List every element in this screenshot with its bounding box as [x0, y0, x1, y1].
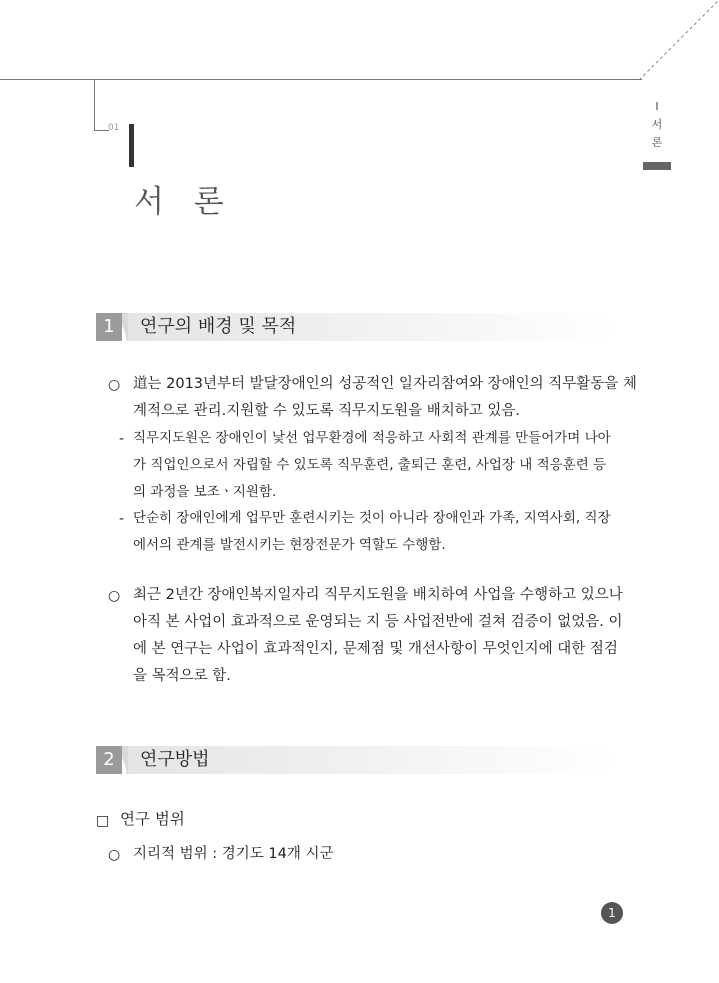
side-tab-char-1: 서	[651, 118, 663, 131]
bullet-marker: ○	[108, 588, 121, 604]
paragraph: 직무지도원은 장애인이 낯선 업무환경에 적응하고 사회적 관계를 만들어가며 나아 가 직업인으로서 자립할 수 있도록 직무훈련, 출퇴근 훈련, 사업장 내 적응훈련 등 의 과정을 보조ㆍ지원함.	[133, 430, 611, 500]
paragraph: 道는 2013년부터 발달장애인의 성공적인 일자리참여와 장애인의 직무활동을 체 계적으로 관리.지원할 수 있도록 직무지도원을 배치하고 있음.	[133, 376, 637, 419]
page-corner-fold	[639, 0, 719, 80]
side-tab-bar	[643, 162, 671, 170]
chapter-number: 01	[108, 123, 120, 133]
side-chapter-tab	[643, 98, 671, 152]
section-title: 연구방법	[140, 749, 210, 770]
section-heading-2	[96, 746, 616, 774]
dash-marker: -	[119, 511, 125, 527]
paragraph: 단순히 장애인에게 업무만 훈련시키는 것이 아니라 장애인과 가족, 지역사회, 직장 에서의 관계를 발전시키는 현장전문가 역할도 수행함.	[133, 510, 611, 553]
chapter-bar	[129, 124, 134, 167]
chapter-title: 서 론	[134, 184, 234, 220]
page-number: 1	[601, 902, 623, 924]
section-number: 1	[96, 313, 122, 341]
section-number: 2	[96, 746, 122, 774]
paragraph: 지리적 범위 : 경기도 14개 시군	[133, 846, 334, 862]
section-title: 연구의 배경 및 목적	[140, 316, 297, 337]
paragraph: 최근 2년간 장애인복지일자리 직무지도원을 배치하여 사업을 수행하고 있으나 아직 본 사업이 효과적으로 운영되는 지 등 사업전반에 걸쳐 검증이 없었음. 이 에 본 연구는 사업이 효과적인지, 문제점 및 개선사항이 무엇인지에 대한 점검 을 목적으로 함.	[133, 587, 623, 684]
checkbox-marker: □	[96, 813, 110, 829]
bullet-marker: ○	[108, 847, 121, 863]
chapter-bracket	[94, 80, 109, 131]
subheading: 연구 범위	[120, 810, 185, 828]
side-tab-roman: I	[655, 100, 659, 113]
dash-marker: -	[119, 431, 125, 447]
section-heading-1	[96, 313, 616, 341]
side-tab-char-2: 론	[651, 136, 663, 149]
bullet-marker: ○	[108, 377, 121, 393]
